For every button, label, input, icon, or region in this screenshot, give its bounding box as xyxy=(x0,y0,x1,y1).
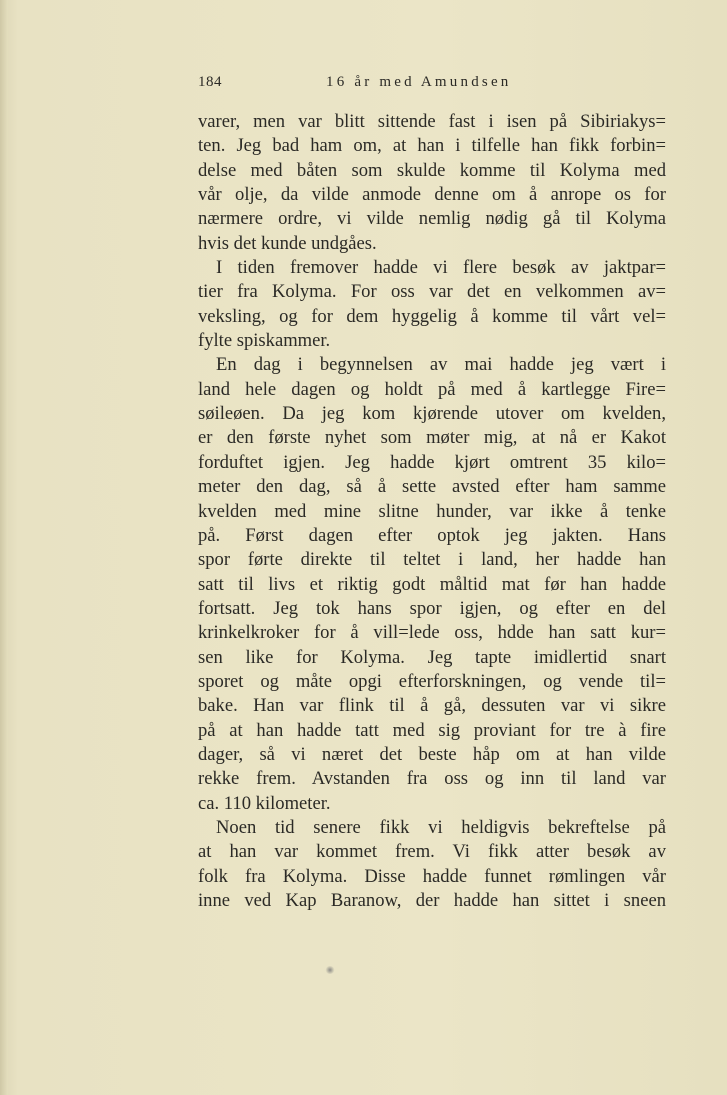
text-line: på. Først dagen efter optok jeg jakten. Hans xyxy=(198,524,666,546)
text-line: satt til livs et riktig godt måltid mat før han hadde xyxy=(198,573,666,595)
text-line: veksling, og for dem hyggelig å komme til vårt vel= xyxy=(198,305,666,327)
text-line: søileøen. Da jeg kom kjørende utover om kvelden, xyxy=(198,403,666,425)
text-line: varer, men var blitt sittende fast i isen på Sibiriakys= xyxy=(198,111,666,132)
text-line: folk fra Kolyma. Disse hadde funnet rømlingen vår xyxy=(198,865,666,887)
text-line: forduftet igjen. Jeg hadde kjørt omtrent 35 kilo= xyxy=(198,451,666,473)
text-line: er den første nyhet som møter mig, at nå er Kakot xyxy=(198,427,666,449)
text-line: fylte spiskammer. xyxy=(198,330,331,352)
text-line: sen like for Kolyma. Jeg tapte imidlertid snart xyxy=(198,646,666,668)
page-number: 184 xyxy=(198,74,222,90)
running-title: 16 år med Amundsen xyxy=(326,74,512,90)
page-spine-edge xyxy=(0,0,8,1095)
page-header xyxy=(198,74,668,98)
text-line: Noen tid senere fikk vi heldigvis bekreftelse på xyxy=(216,816,666,838)
text-line: inne ved Kap Baranow, der hadde han sittet i sneen xyxy=(198,890,666,911)
text-line: krinkelkroker for å vill=lede oss, hdde han satt kur= xyxy=(198,622,666,644)
text-line: tier fra Kolyma. For oss var det en velkommen av= xyxy=(198,281,666,303)
text-line: nærmere ordre, vi vilde nemlig nødig gå til Kolyma xyxy=(198,208,666,230)
text-line: sporet og måte opgi efterforskningen, og vende til= xyxy=(198,670,666,692)
text-line: på at han hadde tatt med sig proviant for tre à fire xyxy=(198,719,666,741)
text-line: fortsatt. Jeg tok hans spor igjen, og efter en del xyxy=(198,597,666,619)
text-line: kvelden med mine slitne hunder, var ikke å tenke xyxy=(198,500,666,522)
text-line: delse med båten som skulde komme til Kolyma med xyxy=(198,159,666,181)
text-line: bake. Han var flink til å gå, dessuten var vi sikre xyxy=(198,695,666,717)
text-line: En dag i begynnelsen av mai hadde jeg vært i xyxy=(216,354,666,376)
text-line: vår olje, da vilde anmode denne om å anrope os for xyxy=(198,184,666,206)
text-line: I tiden fremover hadde vi flere besøk av jaktpar= xyxy=(216,257,666,279)
text-line: meter den dag, så å sette avsted efter ham samme xyxy=(198,476,666,498)
text-line: at han var kommet frem. Vi fikk atter besøk av xyxy=(198,841,666,863)
text-line: hvis det kunde undgåes. xyxy=(198,232,377,254)
text-line: ten. Jeg bad ham om, at han i tilfelle han fikk forbin= xyxy=(198,135,666,157)
text-line: ca. 110 kilometer. xyxy=(198,792,331,814)
text-line: spor førte direkte til teltet i land, her hadde han xyxy=(198,549,666,571)
ink-smudge xyxy=(325,966,335,974)
text-line: rekke frem. Avstanden fra oss og inn til land var xyxy=(198,768,666,790)
text-line: dager, så vi næret det beste håp om at han vilde xyxy=(198,743,666,765)
body-text xyxy=(198,110,666,913)
text-line: land hele dagen og holdt på med å kartlegge Fire= xyxy=(198,378,666,400)
